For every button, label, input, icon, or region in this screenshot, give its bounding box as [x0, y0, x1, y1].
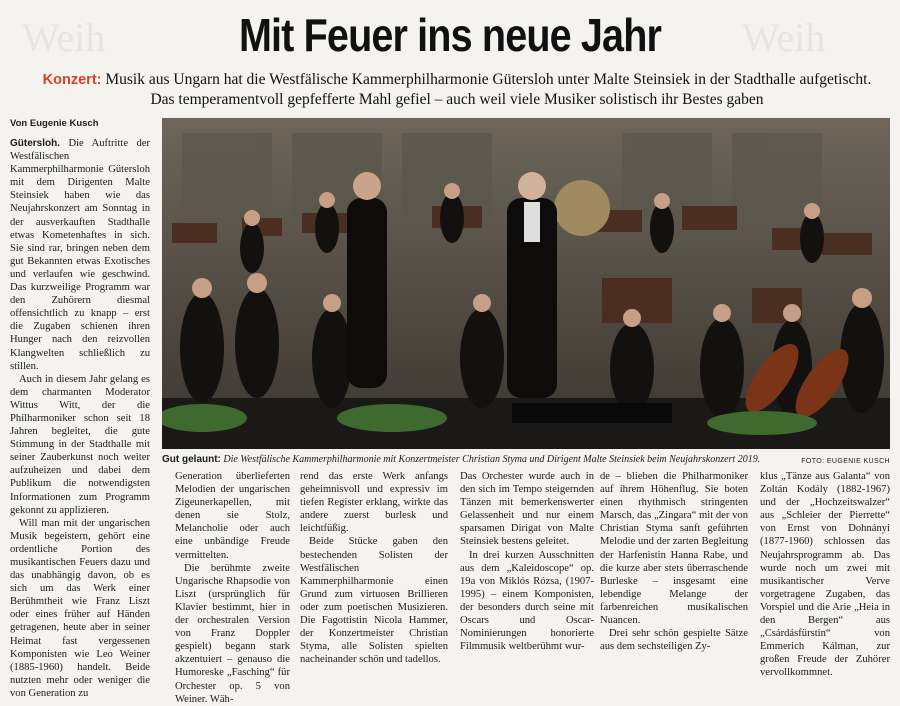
article-column-5 — [600, 470, 748, 653]
caption-lead: Gut gelaunt: — [162, 454, 221, 465]
paragraph: Generation überlieferten Melodien der ungarischen Zigeunerkapellen, mit denen sie Stolz, Melancholie oder auch eine unbändige Freude vermittelten. — [175, 471, 290, 561]
orchestra-photo-illustration — [162, 118, 890, 449]
article-column-4 — [460, 470, 594, 653]
paragraph: klus „Tänze aus Galanta“ von Zoltán Kodály (1882-1967) und der „Hochzeitswalzer“ aus „Schleier der Pierrette“ von Ernst von Dohnányi (1877-1960) schlossen das Neujahrsprogramm ab. Das wurde noch um zwei mit musikantischer Verve vorgetragene Zugaben, das Vorspiel und die Arie „Heia in den Bergen“ aus „Csárdásfürstin“ von Emmerich Kálman, zur großen Freude der Zuhörer vervollkommnet. — [760, 471, 890, 679]
paragraph: Drei sehr schön gespielte Sätze aus dem sechsteiligen Zy- — [600, 628, 748, 653]
article-column-3 — [300, 470, 448, 666]
paragraph: Gütersloh. Die Auftritte der Westfälischen Kammerphilharmonie Gütersloh mit dem Dirigenten Malte Steinsiek haben wie das Neujahrskonzert am Sonntag in der ausverkauften Stadthalle etwas Kometenhaftes in sich. Sie sind rar, bringen neben dem gut Bekannten etwas Exotisches und verlaufen wie geschwind. Das kurzweilige Programm war den Zuhörern diesmal offensichtlich zu knapp – erst die Zugaben schienen ihren Hunger nach den reizvollen Klangwelten schließlich zu stillen. — [10, 138, 150, 372]
byline: Von Eugenie Kusch — [10, 118, 99, 129]
concert-photo — [162, 118, 890, 449]
ghost-text-right: Weih — [742, 15, 826, 60]
paragraph: Will man mit der ungarischen Musik begeistern, gehört eine ordentliche Portion des musikantischen Feuers dazu und das unabhängig davon, ob es sich um das Werk einer Berühmtheit wie Franz Liszt oder eines früher auf Händen getragenen, heute aber in seiner Heimat fast vergessenen Komponisten wie Leo Weiner (1885-1960) handelt. Beide nutzten mehr oder weniger die von Generation zu — [10, 517, 150, 699]
article-column-6 — [760, 470, 890, 680]
subhead-line-1: Musik aus Ungarn hat die Westfälische Kammerphilharmonie Gütersloh unter Malte Steinsiek in der Stadthalle aufgetischt. — [105, 71, 872, 88]
paragraph: Das Orchester wurde auch in den sich im Tempo steigernden Tänzen mit bemerkenswerter Gelassenheit und nur einem sparsamen Dirigat von Malte Steinsiek bestens geleitet. — [460, 471, 594, 548]
paragraph: rend das erste Werk anfangs geheimnisvoll und expressiv im tiefen Register erklang, wirkte das andere zuerst burlesk und leichtfüßig. — [300, 471, 448, 535]
ghost-text-left: Weih — [22, 15, 106, 60]
photo-caption — [162, 453, 890, 466]
article-column-1 — [10, 137, 150, 700]
caption-text: Die Westfälische Kammerphilharmonie mit Konzertmeister Christian Styma und Dirigent Malte Steinsiek beim Neujahrskonzert 2019. — [223, 454, 761, 465]
kicker: Konzert: — [42, 72, 102, 88]
dateline: Gütersloh. — [10, 138, 61, 149]
article-column-2 — [175, 470, 290, 706]
paragraph: Beide Stücke gaben den bestechenden Solisten der Westfälischen Kammerphilharmonie einen Grund zum virtuosen Brillieren oder zum poetischen Musizieren. Die Fagottistin Nicola Hammer, der Konzertmeister Christian Styma, alle Solisten spielten nacheinander schön und tadellos. — [300, 536, 448, 666]
paragraph: In drei kurzen Ausschnitten aus dem „Kaleidoscope“ op. 19a von Miklós Rózsa, (1907-1995) – einem Komponisten, der besonders durch seine mit Oscars und Oscar-Nominierungen honorierte Filmmusik weltberühmt wur- — [460, 549, 594, 653]
subhead — [22, 70, 892, 109]
subhead-line-2: Das temperamentvoll gepfefferte Mahl gefiel – auch weil viele Musiker solistisch ihr Bestes gaben — [150, 91, 764, 108]
paragraph: de – blieben die Philharmoniker auf ihrem Höhenflug. Sie boten einen rhythmisch stringenten Marsch, das „Zingara“ mit der von Christian Styma sanft geführten Melodie und der zarten Begleitung der Harfenistin Hanna Rabe, und die kurze aber stets überraschende Burleske – insgesamt eine lebendige Melange der farbenreichen musikalischen Nuancen. — [600, 471, 748, 627]
paragraph: Die berühmte zweite Ungarische Rhapsodie von Liszt (ursprünglich für Klavier bestimmt, hier in der orchestralen Version von Franz Doppler gespielt) begann stark akzentuiert – genauso die Humoreske „Fasching“ für Orchester op. 5 von Weiner. Wäh- — [175, 562, 290, 705]
headline: Mit Feuer ins neue Jahr — [238, 9, 662, 61]
paragraph: Auch in diesem Jahr gelang es dem charmanten Moderator Wittus Witt, der die Philharmoniker schon seit 18 Jahren begleitet, die gute Stimmung in der Stadthalle mit seiner Zauberkunst noch weiter aufzuheizen und dabei dem Publikum die notwendigsten Informationen zum Programm gekonnt zu applizieren. — [10, 373, 150, 516]
photo-credit: FOTO: EUGENIE KUSCH — [801, 458, 890, 465]
